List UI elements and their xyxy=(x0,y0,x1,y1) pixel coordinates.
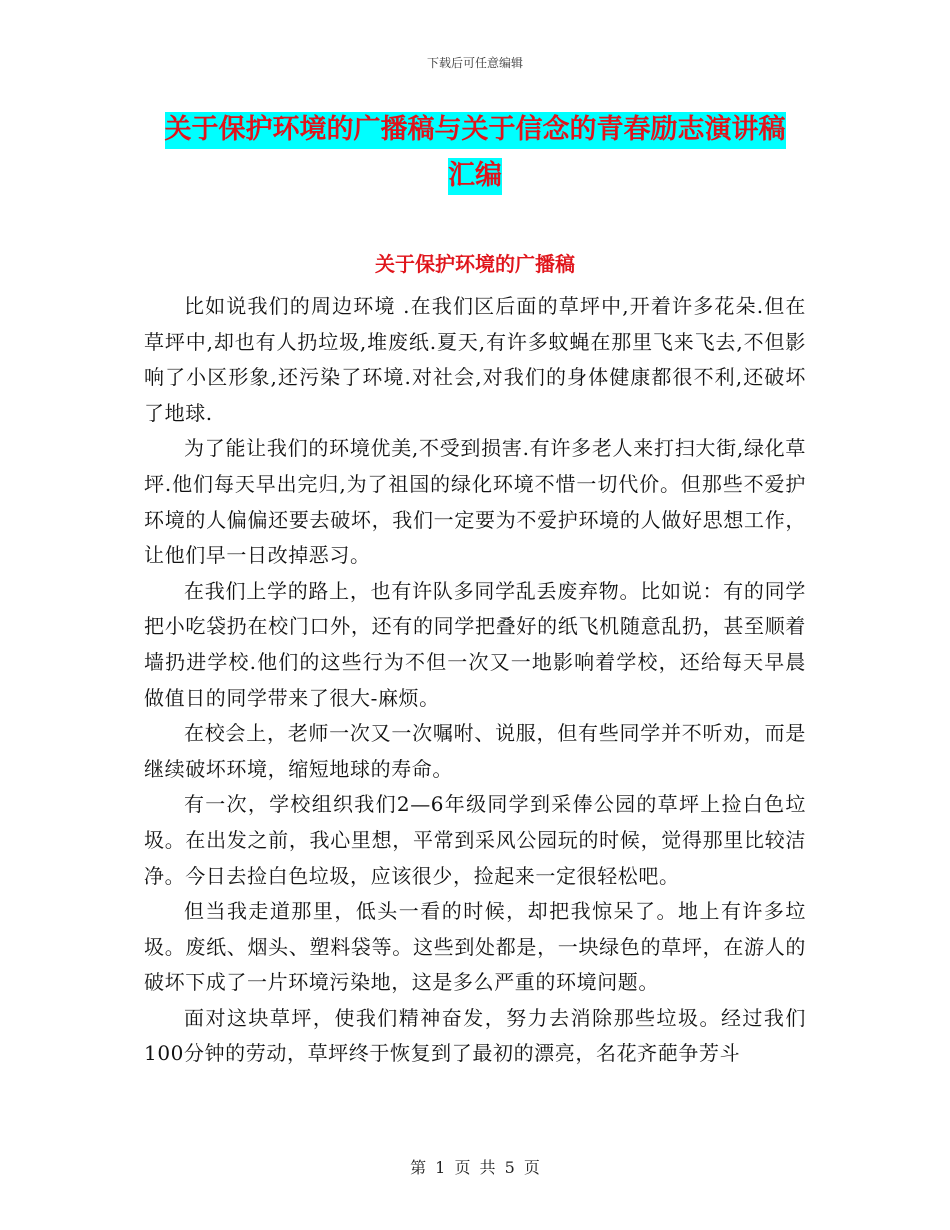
page-header-note: 下载后可任意编辑 xyxy=(426,56,523,70)
document-title-line-1: 关于保护环境的广播稿与关于信念的青春励志演讲稿 xyxy=(165,112,786,149)
paragraph: 有一次，学校组织我们2—6年级同学到采俸公园的草坪上捡白色垃圾。在出发之前，我心里想，平常到采风公园玩的时候，觉得那里比较洁净。今日去捡白色垃圾，应该很少，捡起来一定很轻松吧。 xyxy=(144,792,806,888)
document-title xyxy=(0,107,950,199)
paragraph: 比如说我们的周边环境 .在我们区后面的草坪中,开着许多花朵.但在草坪中,却也有人扔垃圾,堆废纸.夏天,有许多蚊蝇在那里飞来飞去,不但影响了小区形象,还污染了环境.对社会,对我们的身体健康都很不利,还破坏了地球. xyxy=(144,294,806,425)
paragraph: 面对这块草坪，使我们精神奋发，努力去消除那些垃圾。经过我们100分钟的劳动，草坪终于恢复到了最初的漂亮，名花齐葩争芳斗 xyxy=(144,1005,806,1066)
document-body xyxy=(144,289,806,1072)
page-number-footer: 第 1 页 共 5 页 xyxy=(410,1158,540,1177)
document-title-line-2: 汇编 xyxy=(448,158,502,195)
paragraph: 为了能让我们的环境优美,不受到损害.有许多老人来打扫大街,绿化草坪.他们每天早出完归,为了祖国的绿化环境不惜一切代价。但那些不爱护环境的人偏偏还要去破坏，我们一定要为不爱护环境的人做好思想工作，让他们早一日改掉恶习。 xyxy=(144,436,806,568)
paragraph: 在校会上，老师一次又一次嘱咐、说服，但有些同学并不听劝，而是继续破坏环境，缩短地球的寿命。 xyxy=(144,721,806,781)
section-title: 关于保护环境的广播稿 xyxy=(375,252,575,276)
paragraph: 但当我走道那里，低头一看的时候，却把我惊呆了。地上有许多垃圾。废纸、烟头、塑料袋等。这些到处都是，一块绿色的草坪，在游人的破坏下成了一片环境污染地，这是多么严重的环境问题。 xyxy=(144,899,806,995)
paragraph: 在我们上学的路上，也有许队多同学乱丢废弃物。比如说：有的同学把小吃袋扔在校门口外，还有的同学把叠好的纸飞机随意乱扔，甚至顺着墙扔进学校.他们的这些行为不但一次又一地影响着学校，还给每天早晨做值日的同学带来了很大-麻烦。 xyxy=(144,578,806,710)
